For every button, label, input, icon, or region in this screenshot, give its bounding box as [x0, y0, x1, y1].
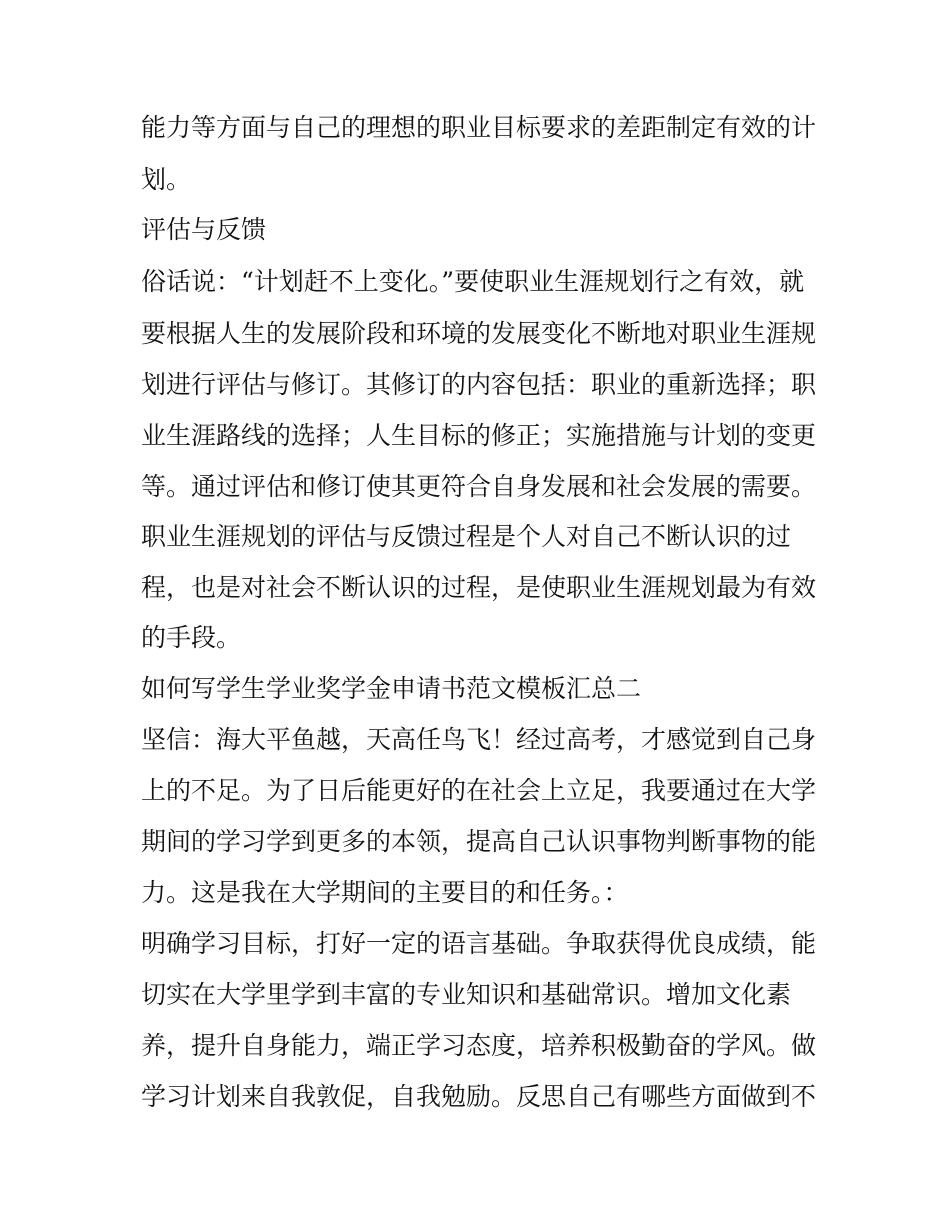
text-line: 力。这是我在大学期间的主要目的和任务。： — [141, 878, 629, 907]
text-line: 程，也是对社会不断认识的过程，是使职业生涯规划最为有效 — [141, 573, 817, 602]
section-heading: 如何写学生学业奖学金申请书范文模板汇总二 — [141, 674, 642, 703]
text-line: 坚信：海大平鱼越，天高任鸟飞！经过高考，才感觉到自己身 — [141, 725, 817, 754]
section-heading: 评估与反馈 — [141, 215, 267, 244]
text-line: 划。 — [141, 165, 192, 194]
text-line: 能力等方面与自己的理想的职业目标要求的差距制定有效的计 — [141, 113, 817, 142]
text-line: 的手段。 — [141, 623, 242, 652]
text-line: 切实在大学里学到丰富的专业知识和基础常识。增加文化素 — [141, 980, 792, 1009]
text-line: 职业生涯规划的评估与反馈过程是个人对自己不断认识的过 — [141, 522, 792, 551]
text-line: 业生涯路线的选择；人生目标的修正；实施措施与计划的变更 — [141, 421, 817, 450]
text-line: 学习计划来自我敦促，自我勉励。反思自己有哪些方面做到不 — [141, 1082, 817, 1111]
text-line: 划进行评估与修订。其修订的内容包括：职业的重新选择；职 — [141, 370, 817, 399]
text-line: 养，提升自身能力，端正学习态度，培养积极勤奋的学风。做 — [141, 1031, 817, 1060]
text-line: 要根据人生的发展阶段和环境的发展变化不断地对职业生涯规 — [141, 319, 817, 348]
text-line: 俗话说：“计划赶不上变化。”要使职业生涯规划行之有效，就 — [141, 267, 805, 296]
text-line: 上的不足。为了日后能更好的在社会上立足，我要通过在大学 — [141, 776, 817, 805]
text-line: 明确学习目标，打好一定的语言基础。争取获得优良成绩，能 — [141, 929, 817, 958]
text-line: 等。通过评估和修订使其更符合自身发展和社会发展的需要。 — [141, 472, 817, 501]
text-line: 期间的学习学到更多的本领，提高自己认识事物判断事物的能 — [141, 827, 817, 856]
